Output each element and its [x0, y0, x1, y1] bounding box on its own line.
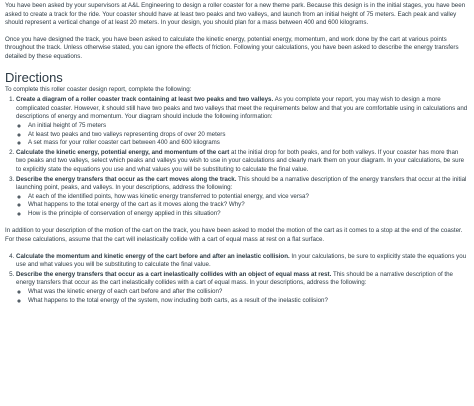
directions-heading: Directions: [5, 69, 63, 85]
direction-item-2: 2. Calculate the kinetic energy, potential energy, and momentum of the cart at the initial drop for both peaks, and for both valleys. If your coaster has more than two peaks and two valleys, select which peaks and valleys you wish to use in your calculations and clearly mark them on your diagram. In your calculations, be sure to explicitly state the equations you use and what values you will be substituting to calculate the final value.: [16, 149, 468, 175]
direction-item-3-sublist: [16, 193, 468, 219]
sub-item: ◦ A set mass for your roller coaster cart between 400 and 600 kilograms: [28, 139, 468, 148]
intro-paragraph-3: In addition to your description of the motion of the cart on the track, you have been asked to model the motion of the cart as it comes to a stop at the end of the coaster. For these calculations, assume that the cart will inelastically collide with a cart of equal mass at rest on a flat surface.: [5, 227, 463, 244]
sub-item: ◦ How is the principle of conservation of energy applied in this situation?: [28, 210, 468, 219]
direction-item-1-sublist: [16, 122, 468, 148]
direction-item-1: 1. Create a diagram of a roller coaster track containing at least two peaks and two valleys. As you complete your report, you may wish to design a more complicated coaster. However, it should still have two peaks and two valleys that meet the requirements below and that you are comfortable using in calculations and descriptions of energy and momentum. Your diagram should include the following information: ◦ An initial height of 75 meters ◦ At least two peaks and two valleys representing drops of over 20 meters ◦ A set mass for your roller coaster cart between 400 and 600 kilograms: [16, 96, 468, 148]
sub-item: ◦ What was the kinetic energy of each cart before and after the collision?: [28, 288, 468, 297]
directions-lead: To complete this roller coaster design report, complete the following:: [5, 85, 192, 93]
direction-item-5: 5. Describe the energy transfers that occur as a cart inelastically collides with an object of equal mass at rest. This should be a narrative description of the energy transfers that occur as the cart inelastically collides with a cart of equal mass. In your descriptions, address the following: ◦ What was the kinetic energy of each cart before and after the collision? ◦ What happens to the total energy of the system, now including both carts, as a result of the inelastic collision?: [16, 271, 468, 305]
direction-item-3: 3. Describe the energy transfers that occur as the cart moves along the track. This should be a narrative description of the energy transfers that occur at the initial launching point, peaks, and valleys. In your descriptions, address the following: ◦ At each of the identified points, how was kinetic energy transferred to potential energy, and vice versa? ◦ What happens to the total energy of the cart as it moves along the track? Why? ◦ How is the principle of conservation of energy applied in this situation?: [16, 176, 468, 219]
sub-item: ◦ What happens to the total energy of the system, now including both carts, as a result of the inelastic collision?: [28, 297, 468, 306]
intro-paragraph-2: Once you have designed the track, you have been asked to calculate the kinetic energy, potential energy, momentum, and work done by the cart at various points throughout the track. Unless otherwise stated, you can ignore the effects of friction. Following your calculations, you have been asked to describe the energy transfers detailed by these equations.: [5, 35, 459, 60]
sub-item: ◦ At least two peaks and two valleys representing drops of over 20 meters: [28, 131, 468, 140]
sub-item: ◦ An initial height of 75 meters: [28, 122, 468, 131]
directions-list-continued: [5, 253, 468, 306]
sub-item: ◦ What happens to the total energy of the cart as it moves along the track? Why?: [28, 201, 468, 210]
directions-list: [5, 96, 468, 218]
intro-paragraph-1: You have been asked by your supervisors at A&L Engineering to design a roller coaster for a new theme park. Because this design is in the initial stages, you have been asked to create a track for the ride. Your coaster should have at least two peaks and two valleys, and launch from an initial height of 75 meters. Each peak and valley should represent a vertical change of at least 20 meters. In your design, you should plan for a mass between 400 and 600 kilograms.: [5, 2, 466, 27]
direction-item-4: 4. Calculate the momentum and kinetic energy of the cart before and after an inelastic collision. In your calculations, be sure to explicitly state the equations you use and what values you will be substituting to calculate the final value.: [16, 253, 468, 270]
direction-item-5-sublist: [16, 288, 468, 305]
sub-item: ◦ At each of the identified points, how was kinetic energy transferred to potential energy, and vice versa?: [28, 193, 468, 202]
